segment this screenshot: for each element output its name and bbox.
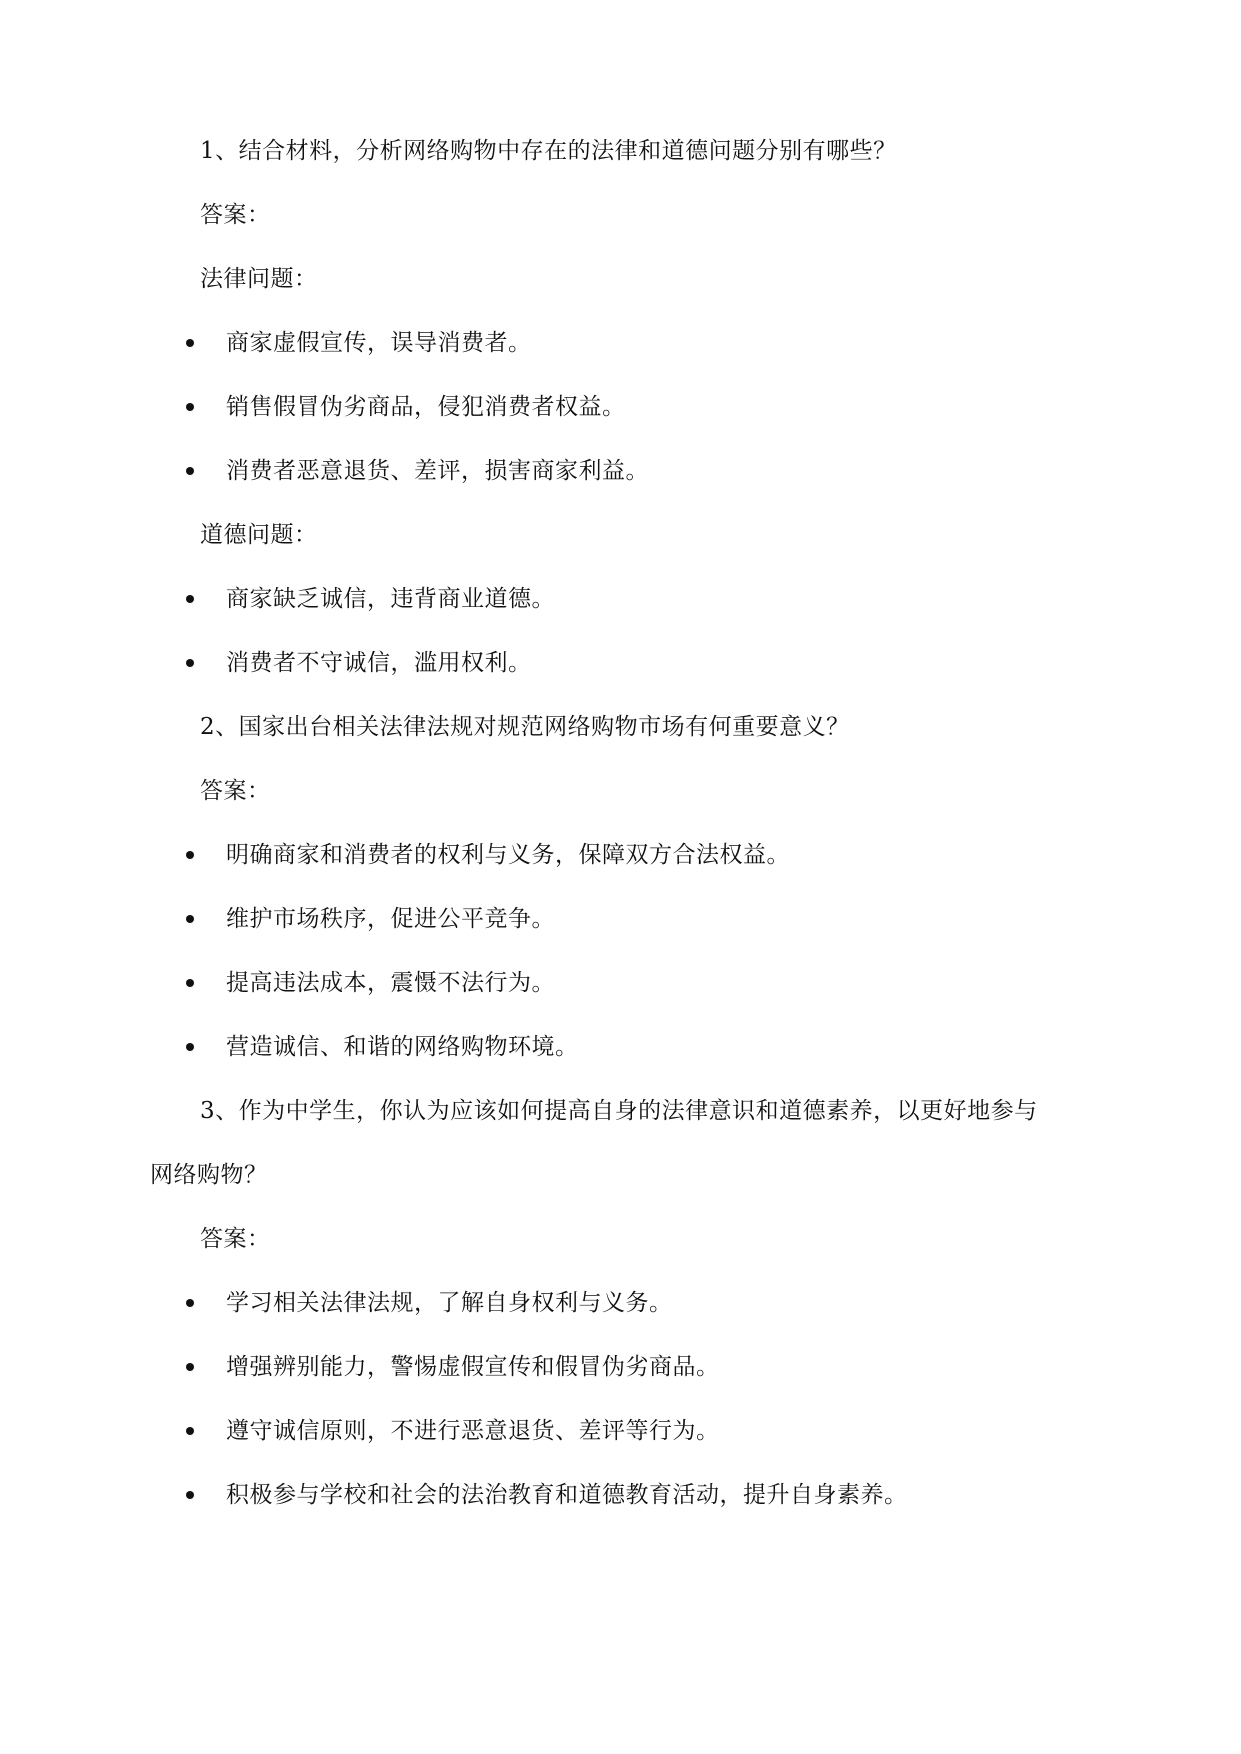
- list-item-text: 学习相关法律法规，了解自身权利与义务。: [226, 1290, 673, 1316]
- list-item: [186, 1416, 720, 1446]
- list-item: [186, 392, 626, 422]
- list-item-text: 商家虚假宣传，误导消费者。: [226, 330, 532, 356]
- moral-issues-label: 道德问题：: [200, 522, 318, 548]
- list-item: [186, 1352, 720, 1382]
- list-item-text: 积极参与学校和社会的法治教育和道德教育活动，提升自身素养。: [226, 1482, 908, 1508]
- list-item: [186, 840, 790, 870]
- list-item-text: 明确商家和消费者的权利与义务，保障双方合法权益。: [226, 842, 790, 868]
- list-item: [186, 1288, 673, 1318]
- list-item-text: 商家缺乏诚信，违背商业道德。: [226, 586, 555, 612]
- question-3-line-2: 网络购物？: [150, 1162, 268, 1188]
- bullet-icon: [186, 1299, 194, 1307]
- bullet-icon: [186, 1427, 194, 1435]
- list-item: [186, 1032, 579, 1062]
- list-item-text: 消费者恶意退货、差评，损害商家利益。: [226, 458, 649, 484]
- list-item: [186, 904, 555, 934]
- bullet-icon: [186, 595, 194, 603]
- question-3-line-1: 3、作为中学生，你认为应该如何提高自身的法律意识和道德素养，以更好地参与: [200, 1098, 1038, 1124]
- list-item: [186, 328, 532, 358]
- list-item-text: 遵守诚信原则，不进行恶意退货、差评等行为。: [226, 1418, 720, 1444]
- bullet-icon: [186, 851, 194, 859]
- list-item: [186, 648, 532, 678]
- list-item-text: 营造诚信、和谐的网络购物环境。: [226, 1034, 579, 1060]
- bullet-icon: [186, 1363, 194, 1371]
- answer-label-2: 答案：: [200, 778, 271, 804]
- bullet-icon: [186, 915, 194, 923]
- list-item: [186, 1480, 908, 1510]
- list-item: [186, 584, 555, 614]
- legal-issues-label: 法律问题：: [200, 266, 318, 292]
- bullet-icon: [186, 1491, 194, 1499]
- list-item-text: 维护市场秩序，促进公平竞争。: [226, 906, 555, 932]
- answer-label-3: 答案：: [200, 1226, 271, 1252]
- bullet-icon: [186, 1043, 194, 1051]
- question-1: 1、结合材料，分析网络购物中存在的法律和道德问题分别有哪些？: [200, 138, 897, 164]
- list-item: [186, 968, 555, 998]
- list-item-text: 消费者不守诚信，滥用权利。: [226, 650, 532, 676]
- list-item-text: 提高违法成本，震慑不法行为。: [226, 970, 555, 996]
- bullet-icon: [186, 467, 194, 475]
- answer-label-1: 答案：: [200, 202, 271, 228]
- list-item-text: 增强辨别能力，警惕虚假宣传和假冒伪劣商品。: [226, 1354, 720, 1380]
- list-item: [186, 456, 649, 486]
- question-2: 2、国家出台相关法律法规对规范网络购物市场有何重要意义？: [200, 714, 850, 740]
- bullet-icon: [186, 659, 194, 667]
- list-item-text: 销售假冒伪劣商品，侵犯消费者权益。: [226, 394, 626, 420]
- bullet-icon: [186, 403, 194, 411]
- bullet-icon: [186, 979, 194, 987]
- bullet-icon: [186, 339, 194, 347]
